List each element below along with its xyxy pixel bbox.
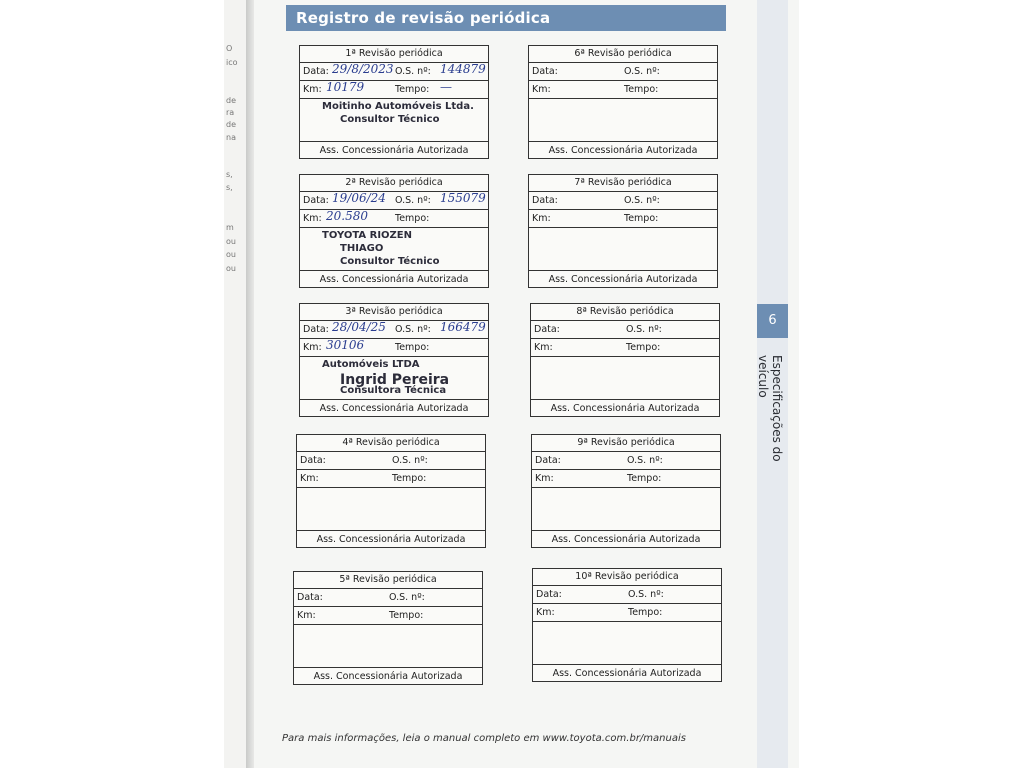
signature-area[interactable] (529, 228, 717, 271)
dealer-signature-label: Ass. Concessionária Autorizada (551, 534, 701, 545)
left-fragment: O (226, 44, 233, 53)
footer-note: Para mais informações, leia o manual completo em www.toyota.com.br/manuais (282, 733, 686, 744)
signature-area[interactable] (300, 357, 488, 400)
left-fragment: ra (226, 108, 235, 117)
date-row (529, 63, 717, 81)
date-label: Data: (297, 592, 323, 603)
revision-title: 1ª Revisão periódica (300, 46, 488, 63)
km-row (300, 339, 488, 357)
date-value[interactable]: 29/8/2023 (332, 62, 394, 76)
km-label: Km: (536, 607, 555, 618)
os-label: O.S. nº: (628, 589, 664, 600)
date-label: Data: (303, 195, 329, 206)
left-fragment: ico (226, 58, 238, 67)
revision-title: 2ª Revisão periódica (300, 175, 488, 192)
tempo-label: Tempo: (395, 342, 430, 353)
tempo-label: Tempo: (627, 473, 662, 484)
revision-title: 8ª Revisão periódica (531, 304, 719, 321)
km-value[interactable]: 30106 (326, 338, 365, 352)
signature-area[interactable] (297, 488, 485, 531)
km-label: Km: (535, 473, 554, 484)
dealer-signature-label: Ass. Concessionária Autorizada (548, 274, 698, 285)
date-label: Data: (536, 589, 562, 600)
chapter-label: Especificações do veículo (756, 355, 784, 462)
dealer-signature-label: Ass. Concessionária Autorizada (319, 403, 469, 414)
os-label: O.S. nº: (395, 66, 431, 77)
tempo-label: Tempo: (395, 84, 430, 95)
dealer-stamp-line: Consultor Técnico (340, 114, 440, 125)
dealer-stamp-line: Ingrid Pereira (340, 372, 450, 388)
signature-area[interactable] (531, 357, 719, 400)
km-row (529, 81, 717, 99)
km-value[interactable]: 10179 (326, 80, 365, 94)
revision-card (299, 174, 489, 288)
signature-area[interactable] (294, 625, 482, 668)
left-fragment: ou (226, 264, 236, 273)
date-label: Data: (535, 455, 561, 466)
os-value[interactable]: 144879 (440, 62, 486, 76)
signature-area[interactable] (300, 228, 488, 271)
dealer-signature-label: Ass. Concessionária Autorizada (550, 403, 700, 414)
km-row (529, 210, 717, 228)
dealer-signature-label: Ass. Concessionária Autorizada (319, 145, 469, 156)
km-row (297, 470, 485, 488)
km-row (533, 604, 721, 622)
date-label: Data: (303, 324, 329, 335)
dealer-signature-label: Ass. Concessionária Autorizada (313, 671, 463, 682)
date-row (531, 321, 719, 339)
date-row (297, 452, 485, 470)
date-row (294, 589, 482, 607)
left-fragment: ou (226, 237, 236, 246)
km-label: Km: (532, 84, 551, 95)
km-row (532, 470, 720, 488)
revision-title: 7ª Revisão periódica (529, 175, 717, 192)
revision-card (530, 303, 720, 417)
dealer-signature-label: Ass. Concessionária Autorizada (319, 274, 469, 285)
km-label: Km: (303, 84, 322, 95)
km-label: Km: (532, 213, 551, 224)
left-fragment: de (226, 96, 236, 105)
signature-area[interactable] (529, 99, 717, 142)
revision-title: 9ª Revisão periódica (532, 435, 720, 452)
os-label: O.S. nº: (395, 195, 431, 206)
revision-card (532, 568, 722, 682)
os-label: O.S. nº: (624, 66, 660, 77)
chapter-number-tab: 6 (757, 304, 788, 338)
revision-title: 10ª Revisão periódica (533, 569, 721, 586)
km-row (294, 607, 482, 625)
date-label: Data: (532, 195, 558, 206)
date-row (533, 586, 721, 604)
km-label: Km: (534, 342, 553, 353)
km-label: Km: (303, 342, 322, 353)
date-label: Data: (303, 66, 329, 77)
left-fragment: de (226, 120, 236, 129)
km-value[interactable]: 20.580 (326, 209, 368, 223)
km-row (300, 81, 488, 99)
date-row (532, 452, 720, 470)
signature-area[interactable] (533, 622, 721, 665)
km-row (300, 210, 488, 228)
revision-card (296, 434, 486, 548)
revision-title: 5ª Revisão periódica (294, 572, 482, 589)
revision-card (528, 45, 718, 159)
km-label: Km: (297, 610, 316, 621)
date-label: Data: (532, 66, 558, 77)
dealer-stamp-line: THIAGO (340, 243, 384, 254)
km-label: Km: (303, 213, 322, 224)
signature-area[interactable] (300, 99, 488, 142)
dealer-stamp-line: Moitinho Automóveis Ltda. (322, 101, 474, 112)
dealer-stamp-line: Consultor Técnico (340, 256, 440, 267)
tempo-value[interactable]: — (440, 80, 452, 94)
background-right (799, 0, 1024, 768)
tempo-label: Tempo: (624, 213, 659, 224)
left-fragment: ou (226, 250, 236, 259)
tempo-label: Tempo: (626, 342, 661, 353)
os-label: O.S. nº: (389, 592, 425, 603)
os-label: O.S. nº: (624, 195, 660, 206)
revision-card (531, 434, 721, 548)
revision-card (528, 174, 718, 288)
dealer-stamp-line: Automóveis LTDA (322, 359, 420, 370)
os-label: O.S. nº: (395, 324, 431, 335)
left-fragment: s, (226, 170, 233, 179)
revision-title: 6ª Revisão periódica (529, 46, 717, 63)
left-fragment: m (226, 223, 234, 232)
tempo-label: Tempo: (395, 213, 430, 224)
dealer-stamp-line: TOYOTA RIOZEN (322, 230, 412, 241)
revision-card (299, 45, 489, 159)
km-row (531, 339, 719, 357)
tempo-label: Tempo: (389, 610, 424, 621)
date-value[interactable]: 28/04/25 (332, 320, 386, 334)
km-label: Km: (300, 473, 319, 484)
date-row (529, 192, 717, 210)
dealer-signature-label: Ass. Concessionária Autorizada (316, 534, 466, 545)
os-label: O.S. nº: (626, 324, 662, 335)
os-value[interactable]: 155079 (440, 191, 486, 205)
date-value[interactable]: 19/06/24 (332, 191, 386, 205)
os-label: O.S. nº: (392, 455, 428, 466)
tempo-label: Tempo: (392, 473, 427, 484)
left-fragment: na (226, 133, 236, 142)
left-fragment: s, (226, 183, 233, 192)
revision-title: 3ª Revisão periódica (300, 304, 488, 321)
dealer-stamp-line: Consultora Técnica (340, 385, 447, 396)
revision-title: 4ª Revisão periódica (297, 435, 485, 452)
os-value[interactable]: 166479 (440, 320, 486, 334)
tempo-label: Tempo: (628, 607, 663, 618)
os-label: O.S. nº: (627, 455, 663, 466)
revision-card (293, 571, 483, 685)
dealer-signature-label: Ass. Concessionária Autorizada (552, 668, 702, 679)
date-label: Data: (534, 324, 560, 335)
revision-card (299, 303, 489, 417)
dealer-signature-label: Ass. Concessionária Autorizada (548, 145, 698, 156)
signature-area[interactable] (532, 488, 720, 531)
tempo-label: Tempo: (624, 84, 659, 95)
date-label: Data: (300, 455, 326, 466)
page-title: Registro de revisão periódica (296, 9, 551, 27)
